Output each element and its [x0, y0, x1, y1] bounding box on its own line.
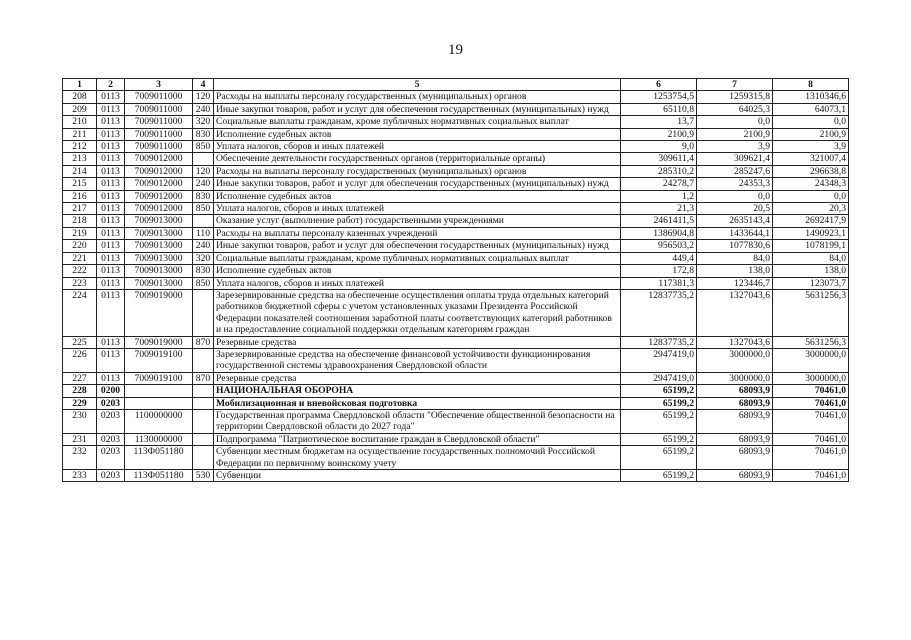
row-number-cell: 214 [63, 165, 97, 177]
row-number-cell: 217 [63, 203, 97, 215]
section-code-cell: 0113 [97, 227, 125, 239]
amount-year2-cell: 3,9 [697, 141, 773, 153]
amount-year3-cell: 20,3 [773, 203, 849, 215]
item-name-cell: Мобилизационная и вневойсковая подготовка [214, 397, 621, 409]
row-number-cell: 220 [63, 240, 97, 252]
target-article-cell: 7009012000 [125, 165, 193, 177]
section-code-cell: 0113 [97, 372, 125, 384]
amount-year1-cell: 65199,2 [621, 433, 697, 445]
amount-year1-cell: 172,8 [621, 265, 697, 277]
expense-type-cell: 240 [193, 103, 214, 115]
target-article-cell: 7009011000 [125, 128, 193, 140]
table-row [63, 397, 849, 409]
section-code-cell: 0113 [97, 91, 125, 103]
row-number-cell: 223 [63, 277, 97, 289]
expense-type-cell: 320 [193, 116, 214, 128]
amount-year1-cell: 65199,2 [621, 446, 697, 470]
expense-type-cell [193, 385, 214, 397]
item-name-cell: Иные закупки товаров, работ и услуг для обеспечения государственных (муниципальных) нужд [214, 103, 621, 115]
expense-type-cell [193, 153, 214, 165]
section-code-cell: 0113 [97, 165, 125, 177]
table-row [63, 215, 849, 227]
amount-year3-cell: 64073,1 [773, 103, 849, 115]
col-header-2: 2 [97, 79, 125, 91]
amount-year2-cell: 64025,3 [697, 103, 773, 115]
table-row [63, 153, 849, 165]
expense-type-cell [193, 409, 214, 433]
table-row [63, 433, 849, 445]
amount-year2-cell: 68093,9 [697, 409, 773, 433]
amount-year3-cell: 123073,7 [773, 277, 849, 289]
target-article-cell: 7009019100 [125, 348, 193, 372]
target-article-cell: 7009012000 [125, 178, 193, 190]
section-code-cell: 0113 [97, 240, 125, 252]
section-code-cell: 0203 [97, 470, 125, 482]
item-name-cell: Субвенции [214, 470, 621, 482]
table-row [63, 336, 849, 348]
target-article-cell: 7009013000 [125, 252, 193, 264]
amount-year1-cell: 13,7 [621, 116, 697, 128]
amount-year2-cell: 68093,9 [697, 433, 773, 445]
amount-year2-cell: 123446,7 [697, 277, 773, 289]
row-number-cell: 219 [63, 227, 97, 239]
expense-type-cell: 120 [193, 165, 214, 177]
row-number-cell: 224 [63, 289, 97, 336]
item-name-cell: Исполнение судебных актов [214, 190, 621, 202]
row-number-cell: 215 [63, 178, 97, 190]
item-name-cell: Субвенции местным бюджетам на осуществление государственных полномочий Российской Федерации по первичному воинскому учету [214, 446, 621, 470]
section-code-cell: 0113 [97, 141, 125, 153]
amount-year1-cell: 21,3 [621, 203, 697, 215]
section-code-cell: 0203 [97, 446, 125, 470]
target-article-cell: 7009011000 [125, 103, 193, 115]
col-header-7: 7 [697, 79, 773, 91]
section-code-cell: 0113 [97, 178, 125, 190]
item-name-cell: Резервные средства [214, 372, 621, 384]
row-number-cell: 222 [63, 265, 97, 277]
item-name-cell: Обеспечение деятельности государственных органов (территориальные органы) [214, 153, 621, 165]
section-code-cell: 0113 [97, 336, 125, 348]
amount-year1-cell: 956503,2 [621, 240, 697, 252]
amount-year1-cell: 65199,2 [621, 385, 697, 397]
amount-year1-cell: 2461411,5 [621, 215, 697, 227]
table-row [63, 165, 849, 177]
table-row [63, 385, 849, 397]
item-name-cell: Расходы на выплаты персоналу государственных (муниципальных) органов [214, 165, 621, 177]
row-number-cell: 230 [63, 409, 97, 433]
expense-type-cell: 870 [193, 372, 214, 384]
amount-year3-cell: 5631256,3 [773, 289, 849, 336]
row-number-cell: 226 [63, 348, 97, 372]
amount-year1-cell: 12837735,2 [621, 336, 697, 348]
target-article-cell: 1100000000 [125, 409, 193, 433]
section-code-cell: 0113 [97, 190, 125, 202]
amount-year3-cell: 70461,0 [773, 433, 849, 445]
row-number-cell: 211 [63, 128, 97, 140]
table-row [63, 240, 849, 252]
amount-year2-cell: 24353,3 [697, 178, 773, 190]
target-article-cell: 7009012000 [125, 203, 193, 215]
row-number-cell: 209 [63, 103, 97, 115]
table-row [63, 289, 849, 336]
row-number-cell: 208 [63, 91, 97, 103]
amount-year3-cell: 3,9 [773, 141, 849, 153]
section-code-cell: 0203 [97, 409, 125, 433]
amount-year1-cell: 285310,2 [621, 165, 697, 177]
col-header-6: 6 [621, 79, 697, 91]
row-number-cell: 228 [63, 385, 97, 397]
table-row [63, 446, 849, 470]
col-header-8: 8 [773, 79, 849, 91]
amount-year1-cell: 65199,2 [621, 470, 697, 482]
amount-year2-cell: 68093,9 [697, 446, 773, 470]
amount-year2-cell: 1327043,6 [697, 289, 773, 336]
section-code-cell: 0113 [97, 289, 125, 336]
item-name-cell: Уплата налогов, сборов и иных платежей [214, 277, 621, 289]
amount-year2-cell: 68093,9 [697, 397, 773, 409]
table-row [63, 252, 849, 264]
item-name-cell: Государственная программа Свердловской области "Обеспечение общественной безопасности на территории Свердловской области до 2027 года" [214, 409, 621, 433]
table-row [63, 103, 849, 115]
target-article-cell: 7009011000 [125, 91, 193, 103]
table-row [63, 227, 849, 239]
section-code-cell: 0113 [97, 116, 125, 128]
amount-year3-cell: 138,0 [773, 265, 849, 277]
target-article-cell: 7009019000 [125, 289, 193, 336]
target-article-cell: 7009013000 [125, 240, 193, 252]
section-code-cell: 0113 [97, 103, 125, 115]
amount-year2-cell: 68093,9 [697, 470, 773, 482]
expense-type-cell: 850 [193, 277, 214, 289]
expense-type-cell: 850 [193, 141, 214, 153]
section-code-cell: 0113 [97, 215, 125, 227]
amount-year3-cell: 70461,0 [773, 409, 849, 433]
amount-year3-cell: 296638,8 [773, 165, 849, 177]
amount-year3-cell: 2100,9 [773, 128, 849, 140]
item-name-cell: Резервные средства [214, 336, 621, 348]
amount-year3-cell: 0,0 [773, 116, 849, 128]
table-row [63, 372, 849, 384]
amount-year1-cell: 9,0 [621, 141, 697, 153]
amount-year3-cell: 0,0 [773, 190, 849, 202]
target-article-cell: 7009013000 [125, 227, 193, 239]
amount-year3-cell: 3000000,0 [773, 348, 849, 372]
expense-type-cell [193, 289, 214, 336]
amount-year2-cell: 68093,9 [697, 385, 773, 397]
target-article-cell: 7009012000 [125, 190, 193, 202]
target-article-cell: 7009013000 [125, 265, 193, 277]
expense-type-cell [193, 348, 214, 372]
item-name-cell: Зарезервированные средства на обеспечение финансовой устойчивости функционирования государственной системы здравоохранения Свердловской области [214, 348, 621, 372]
expense-type-cell: 830 [193, 265, 214, 277]
amount-year2-cell: 2635143,4 [697, 215, 773, 227]
target-article-cell: 7009013000 [125, 277, 193, 289]
col-header-1: 1 [63, 79, 97, 91]
section-code-cell: 0203 [97, 397, 125, 409]
amount-year2-cell: 309621,4 [697, 153, 773, 165]
target-article-cell: 7009019100 [125, 372, 193, 384]
amount-year3-cell: 2692417,9 [773, 215, 849, 227]
amount-year1-cell: 12837735,2 [621, 289, 697, 336]
target-article-cell [125, 385, 193, 397]
item-name-cell: Расходы на выплаты персоналу казенных учреждений [214, 227, 621, 239]
row-number-cell: 212 [63, 141, 97, 153]
amount-year1-cell: 449,4 [621, 252, 697, 264]
expense-type-cell: 830 [193, 190, 214, 202]
item-name-cell: Исполнение судебных актов [214, 128, 621, 140]
section-code-cell: 0113 [97, 153, 125, 165]
section-code-cell: 0113 [97, 265, 125, 277]
item-name-cell: Иные закупки товаров, работ и услуг для обеспечения государственных (муниципальных) нужд [214, 178, 621, 190]
expense-type-cell [193, 215, 214, 227]
row-number-cell: 225 [63, 336, 97, 348]
amount-year1-cell: 65199,2 [621, 409, 697, 433]
expense-type-cell: 240 [193, 178, 214, 190]
row-number-cell: 218 [63, 215, 97, 227]
amount-year2-cell: 138,0 [697, 265, 773, 277]
expense-type-cell: 830 [193, 128, 214, 140]
amount-year1-cell: 65110,8 [621, 103, 697, 115]
amount-year1-cell: 309611,4 [621, 153, 697, 165]
section-code-cell: 0113 [97, 277, 125, 289]
section-code-cell: 0203 [97, 433, 125, 445]
row-number-cell: 227 [63, 372, 97, 384]
amount-year1-cell: 1386904,8 [621, 227, 697, 239]
item-name-cell: Социальные выплаты гражданам, кроме публичных нормативных социальных выплат [214, 116, 621, 128]
table-row [63, 116, 849, 128]
expense-type-cell [193, 446, 214, 470]
amount-year2-cell: 20,5 [697, 203, 773, 215]
amount-year2-cell: 3000000,0 [697, 348, 773, 372]
target-article-cell: 7009011000 [125, 116, 193, 128]
col-header-3: 3 [125, 79, 193, 91]
amount-year1-cell: 24278,7 [621, 178, 697, 190]
col-header-5: 5 [214, 79, 621, 91]
table-row [63, 91, 849, 103]
row-number-cell: 210 [63, 116, 97, 128]
amount-year2-cell: 2100,9 [697, 128, 773, 140]
item-name-cell: Расходы на выплаты персоналу государственных (муниципальных) органов [214, 91, 621, 103]
amount-year2-cell: 285247,6 [697, 165, 773, 177]
expense-type-cell: 120 [193, 91, 214, 103]
expense-type-cell: 850 [193, 203, 214, 215]
item-name-cell: Уплата налогов, сборов и иных платежей [214, 203, 621, 215]
table-row [63, 470, 849, 482]
item-name-cell: Исполнение судебных актов [214, 265, 621, 277]
item-name-cell: Подпрограмма "Патриотическое воспитание граждан в Свердловской области" [214, 433, 621, 445]
col-header-4: 4 [193, 79, 214, 91]
section-code-cell: 0113 [97, 348, 125, 372]
amount-year2-cell: 1433644,1 [697, 227, 773, 239]
amount-year2-cell: 1077830,6 [697, 240, 773, 252]
table-row [63, 178, 849, 190]
amount-year1-cell: 117381,3 [621, 277, 697, 289]
table-row [63, 277, 849, 289]
budget-table [62, 78, 849, 482]
amount-year1-cell: 2947419,0 [621, 348, 697, 372]
amount-year3-cell: 70461,0 [773, 385, 849, 397]
amount-year1-cell: 2947419,0 [621, 372, 697, 384]
table-row [63, 141, 849, 153]
target-article-cell: 113Ф051180 [125, 446, 193, 470]
amount-year1-cell: 65199,2 [621, 397, 697, 409]
amount-year1-cell: 1,2 [621, 190, 697, 202]
amount-year3-cell: 24348,3 [773, 178, 849, 190]
row-number-cell: 231 [63, 433, 97, 445]
target-article-cell: 7009013000 [125, 215, 193, 227]
amount-year3-cell: 321007,4 [773, 153, 849, 165]
row-number-cell: 216 [63, 190, 97, 202]
amount-year3-cell: 84,0 [773, 252, 849, 264]
amount-year3-cell: 70461,0 [773, 446, 849, 470]
expense-type-cell: 870 [193, 336, 214, 348]
amount-year2-cell: 0,0 [697, 116, 773, 128]
amount-year3-cell: 3000000,0 [773, 372, 849, 384]
expense-type-cell: 320 [193, 252, 214, 264]
expense-type-cell: 530 [193, 470, 214, 482]
table-row [63, 190, 849, 202]
section-code-cell: 0200 [97, 385, 125, 397]
table-row [63, 203, 849, 215]
item-name-cell: Социальные выплаты гражданам, кроме публичных нормативных социальных выплат [214, 252, 621, 264]
row-number-cell: 229 [63, 397, 97, 409]
row-number-cell: 213 [63, 153, 97, 165]
page-number: 19 [448, 42, 463, 58]
table-row [63, 348, 849, 372]
target-article-cell [125, 397, 193, 409]
item-name-cell: Оказание услуг (выполнение работ) государственными учреждениями [214, 215, 621, 227]
row-number-cell: 221 [63, 252, 97, 264]
section-code-cell: 0113 [97, 128, 125, 140]
amount-year1-cell: 1253754,5 [621, 91, 697, 103]
table-row [63, 409, 849, 433]
amount-year3-cell: 1310346,6 [773, 91, 849, 103]
amount-year2-cell: 84,0 [697, 252, 773, 264]
amount-year2-cell: 0,0 [697, 190, 773, 202]
expense-type-cell [193, 433, 214, 445]
target-article-cell: 7009019000 [125, 336, 193, 348]
amount-year3-cell: 5631256,3 [773, 336, 849, 348]
amount-year3-cell: 70461,0 [773, 397, 849, 409]
row-number-cell: 233 [63, 470, 97, 482]
target-article-cell: 7009011000 [125, 141, 193, 153]
amount-year2-cell: 1259315,8 [697, 91, 773, 103]
target-article-cell: 1130000000 [125, 433, 193, 445]
header-row [63, 79, 849, 91]
amount-year3-cell: 1078199,1 [773, 240, 849, 252]
expense-type-cell [193, 397, 214, 409]
expense-type-cell: 240 [193, 240, 214, 252]
amount-year2-cell: 3000000,0 [697, 372, 773, 384]
target-article-cell: 7009012000 [125, 153, 193, 165]
amount-year2-cell: 1327043,6 [697, 336, 773, 348]
table-row [63, 265, 849, 277]
item-name-cell: Зарезервированные средства на обеспечение осуществления оплаты труда отдельных категорий работников бюджетной сферы с учетом установленных указами Президента Российской Федерации показателей соотношения заработной платы соответствующих категорий работников и на предоставление социальной поддержки отдельным категориям граждан [214, 289, 621, 336]
target-article-cell: 113Ф051180 [125, 470, 193, 482]
expense-type-cell: 110 [193, 227, 214, 239]
item-name-cell: Уплата налогов, сборов и иных платежей [214, 141, 621, 153]
item-name-cell: Иные закупки товаров, работ и услуг для обеспечения государственных (муниципальных) нужд [214, 240, 621, 252]
section-code-cell: 0113 [97, 252, 125, 264]
row-number-cell: 232 [63, 446, 97, 470]
section-code-cell: 0113 [97, 203, 125, 215]
item-name-cell: НАЦИОНАЛЬНАЯ ОБОРОНА [214, 385, 621, 397]
table-row [63, 128, 849, 140]
amount-year1-cell: 2100,9 [621, 128, 697, 140]
amount-year3-cell: 70461,0 [773, 470, 849, 482]
amount-year3-cell: 1490923,1 [773, 227, 849, 239]
